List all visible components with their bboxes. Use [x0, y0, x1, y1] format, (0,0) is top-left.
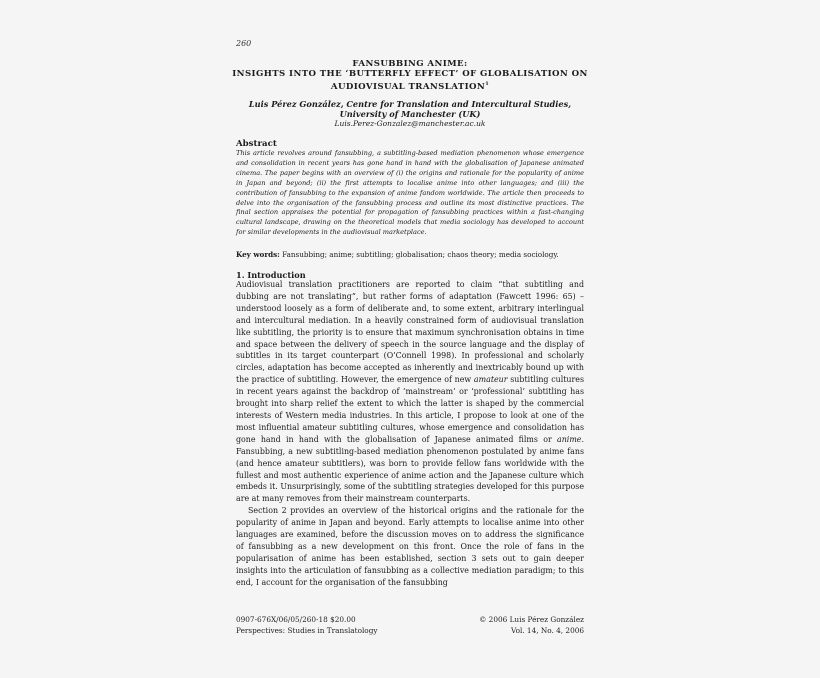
journal-name: Perspectives: Studies in Translatology	[236, 626, 378, 635]
keywords	[236, 250, 584, 259]
author-affiliation	[236, 99, 584, 119]
footer-row-2	[236, 625, 584, 636]
footer-row-1	[236, 614, 584, 625]
p1-text-c: . Fansubbing, a new subtitling-based mediation phenomenon postulated by anime fans (and hence amateur subtitlers), was born to provide fellow fans worldwide with the fullest and most authentic experience of anime action and the Japanese culture which embeds it. Unsurprisingly, some of the subtitling strategies developed for this purpose are at many removes from their mainstream counterparts.	[236, 434, 584, 504]
keywords-value: Fansubbing; anime; subtitling; globalisation; chaos theory; media sociology.	[279, 250, 559, 259]
page-footer	[236, 614, 584, 636]
author-line-1: Luis Pérez González, Centre for Translation and Intercultural Studies,	[248, 99, 572, 109]
title-line-3	[226, 79, 594, 92]
abstract-heading: Abstract	[236, 139, 277, 149]
author-line-2: University of Manchester (UK)	[339, 109, 481, 119]
page-number: 260	[236, 39, 252, 48]
copyright: © 2006 Luis Pérez González	[479, 615, 584, 624]
section-heading: 1. Introduction	[236, 270, 306, 280]
footnote-mark[interactable]: 1	[485, 81, 490, 87]
paragraph-1	[236, 279, 584, 505]
paragraph-2: Section 2 provides an overview of the historical origins and the rationale for the popularity of anime in Japan and beyond. Early attempts to localise anime into other languages are examined, before the discussion moves on to address the significance of fansubbing as a new development on this front. Once the role of fans in the popularisation of anime has been established, section 3 sets out to gain deeper insights into the articulation of fansubbing as a collective mediation paradigm; to this end, I account for the organisation of the fansubbing	[236, 506, 584, 587]
p1-text-b: subtitling cultures in recent years against the backdrop of ‘mainstream’ or ‘professional’ subtitling has brought into sharp relief the extent to which the latter is shaped by the commercial interests of Western media industries. In this article, I propose to look at one of the most influential amateur subtitling cultures, whose emergence and consolidation has gone hand in hand with the globalisation of Japanese animated films or	[236, 375, 584, 444]
issn-price: 0907-676X/06/05/260-18 $20.00	[236, 615, 356, 624]
p1-emphasis-anime: anime	[557, 434, 582, 444]
p1-text-a: Audiovisual translation practitioners are reported to claim “that subtitling and dubbing are not translating”, but rather forms of adaptation (Fawcett 1996: 65) – understood loosely as a form of deliberate and, to some extent, arbitrary interlingual and intercultural mediation. In a heavily constrained form of audiovisual translation like subtitling, the priority is to ensure that maximum synchronisation obtains in time and space between the delivery of speech in the source language and the display of subtitles in its target counterpart (O’Connell 1998). In professional and scholarly circles, adaptation has become accepted as inherently and inextricably bound up with the practice of subtitling. However, the emergence of new	[236, 280, 584, 385]
article-title	[226, 59, 594, 92]
body-text	[236, 279, 584, 589]
title-line-1: FANSUBBING ANIME:	[352, 59, 468, 69]
author-email[interactable]: Luis.Perez-Gonzalez@manchester.ac.uk	[334, 119, 486, 128]
abstract-text: This article revolves around fansubbing, a subtitling-based mediation phenomenon whose emergence and consolidation in recent years has gone hand in hand with the globalisation of Japanese animated cinema. The paper begins with an overview of (i) the origins and rationale for the popularity of anime in Japan and beyond; (ii) the first attempts to localise anime into other languages; and (iii) the contribution of fansubbing to the expansion of anime fandom worldwide. The article then proceeds to delve into the organisation of the fansubbing process and outline its most distinctive practices. The final section appraises the potential for propagation of fansubbing practices within a fast-changing cultural landscape, drawing on the theoretical models that media sociology has developed to account for similar developments in the audiovisual marketplace.	[236, 149, 584, 237]
volume-info: Vol. 14, No. 4, 2006	[510, 626, 584, 635]
title-line-3-text: AUDIOVISUAL TRANSLATION	[330, 81, 486, 92]
p1-emphasis-amateur: amateur	[473, 375, 508, 385]
keywords-label: Key words:	[236, 250, 280, 259]
title-line-2: INSIGHTS INTO THE ‘BUTTERFLY EFFECT’ OF GLOBALISATION ON	[232, 69, 588, 79]
